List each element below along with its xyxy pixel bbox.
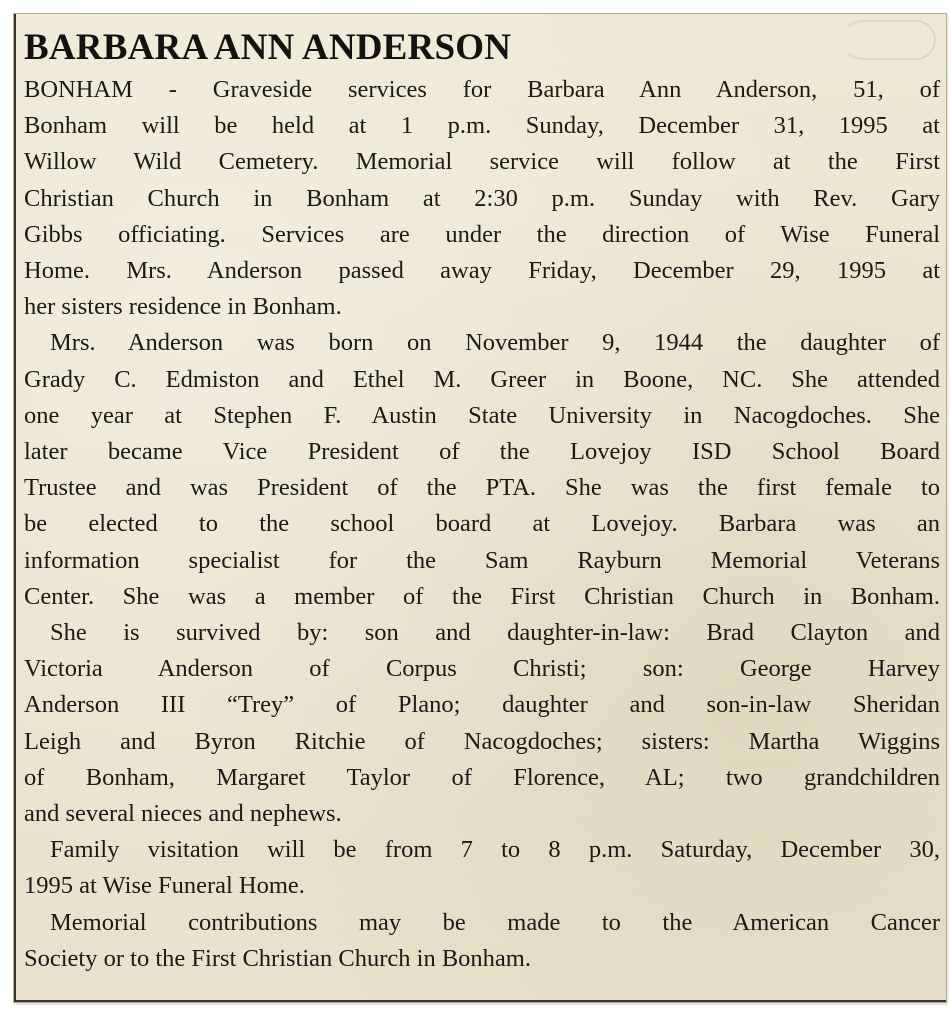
text-line: Christian Church in Bonham at 2:30 p.m. Sunday with Rev. Gary xyxy=(24,184,940,212)
paragraph-memorials xyxy=(24,905,940,977)
text-line: BONHAM - Graveside services for Barbara Ann Anderson, 51, of xyxy=(24,76,940,103)
text-line: later became Vice President of the Lovejoy ISD School Board xyxy=(24,438,940,466)
text-line: She is survived by: son and daughter-in-law: Brad Clayton and xyxy=(50,619,940,647)
text-line: be elected to the school board at Lovejoy. Barbara was an xyxy=(24,510,940,538)
text-line: Anderson III “Trey” of Plano; daughter and son-in-law Sheridan xyxy=(24,691,940,719)
newspaper-clipping xyxy=(14,14,946,1002)
text-line: one year at Stephen F. Austin State University in Nacogdoches. She xyxy=(24,401,940,429)
paragraph-biography xyxy=(24,325,940,615)
text-line: Bonham will be held at 1 p.m. Sunday, December 31, 1995 at xyxy=(24,112,940,140)
text-line: of Bonham, Margaret Taylor of Florence, AL; two grandchildren xyxy=(24,763,940,791)
text-line: Mrs. Anderson was born on November 9, 1944 the daughter of xyxy=(50,329,940,357)
text-line: Trustee and was President of the PTA. She was the first female to xyxy=(24,474,940,502)
obituary-headline: BARBARA ANN ANDERSON xyxy=(24,27,512,68)
text-line: Grady C. Edmiston and Ethel M. Greer in Boone, NC. She attended xyxy=(24,365,940,393)
obituary-article xyxy=(24,26,940,977)
paragraph-services xyxy=(24,72,940,325)
text-line: Home. Mrs. Anderson passed away Friday, December 29, 1995 at xyxy=(24,257,940,285)
text-line: Center. She was a member of the First Christian Church in Bonham. xyxy=(24,582,940,610)
paragraph-visitation xyxy=(24,832,940,904)
text-line: Willow Wild Cemetery. Memorial service will follow at the First xyxy=(24,148,940,176)
text-line: 1995 at Wise Funeral Home. xyxy=(24,872,305,900)
text-line: Gibbs officiating. Services are under the direction of Wise Funeral xyxy=(24,220,940,248)
text-line: Family visitation will be from 7 to 8 p.m. Saturday, December 30, xyxy=(50,836,940,864)
text-line: her sisters residence in Bonham. xyxy=(24,293,342,321)
text-line: Memorial contributions may be made to the American Cancer xyxy=(50,908,940,936)
text-line: and several nieces and nephews. xyxy=(24,800,342,828)
text-line: Victoria Anderson of Corpus Christi; son: George Harvey xyxy=(24,655,940,683)
text-line: Leigh and Byron Ritchie of Nacogdoches; sisters: Martha Wiggins xyxy=(24,727,940,755)
text-line: information specialist for the Sam Rayburn Memorial Veterans xyxy=(24,546,940,574)
text-line: Society or to the First Christian Church in Bonham. xyxy=(24,944,531,972)
paragraph-survivors xyxy=(24,615,940,832)
